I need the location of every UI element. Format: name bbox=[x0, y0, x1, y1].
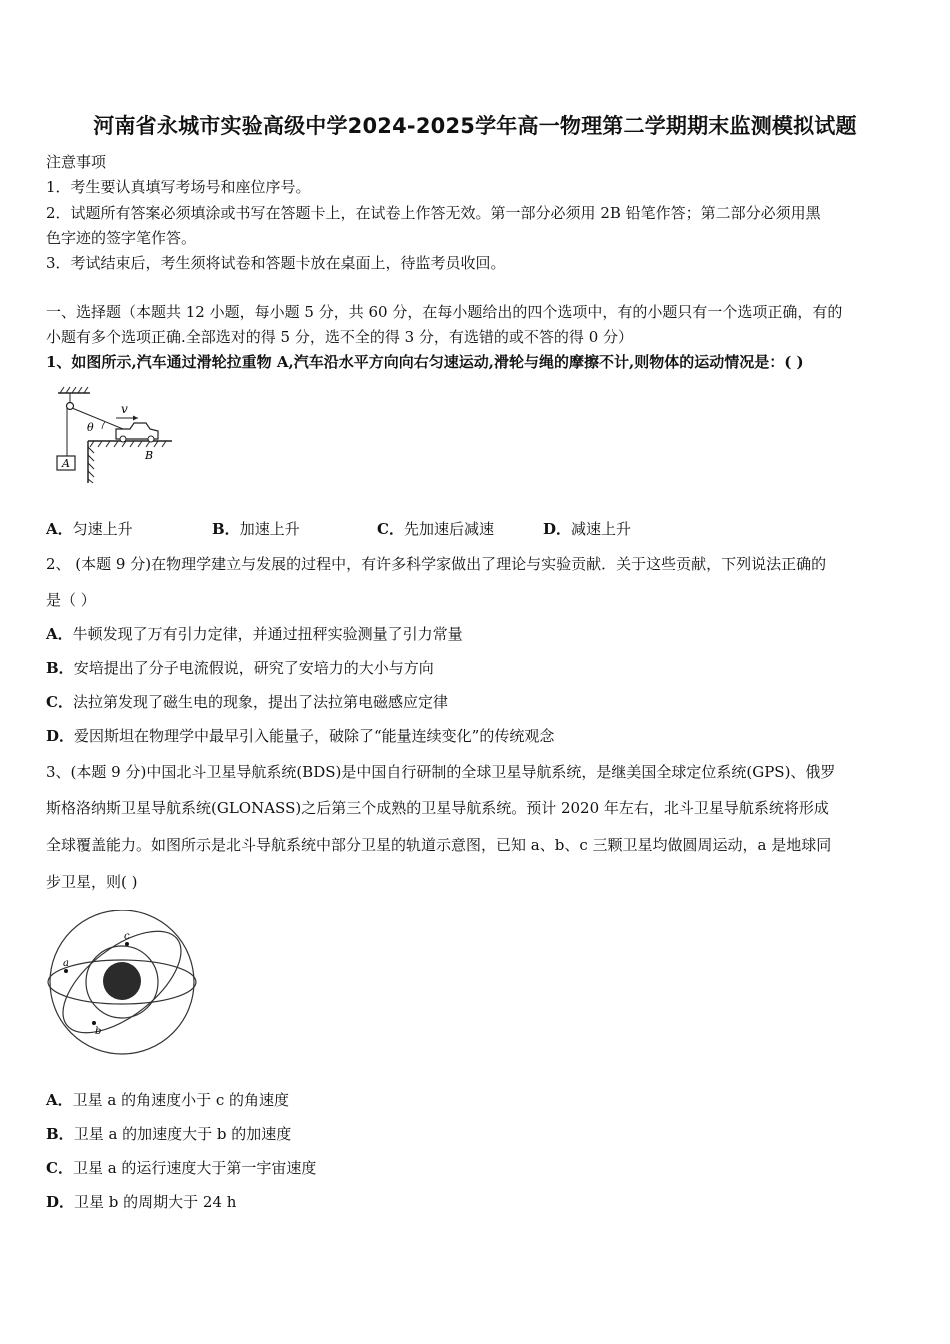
car-wheel-rear bbox=[120, 436, 126, 442]
earth bbox=[103, 962, 141, 1000]
notice-heading: 注意事项 bbox=[46, 153, 107, 171]
section-heading-line2: 小题有多个选项正确.全部选对的得 5 分，选不全的得 3 分，有选错的或不答的得 0 分） bbox=[46, 328, 634, 346]
q3-figure bbox=[44, 910, 204, 1056]
rope-slanted bbox=[72, 408, 128, 431]
q2-stem-line2: 是（ ） bbox=[46, 591, 96, 609]
q1-option-b: B．加速上升 bbox=[212, 520, 300, 538]
ground-hatch bbox=[88, 441, 166, 483]
notice-item-3: 3．考试结束后，考生须将试卷和答题卡放在桌面上，待监考员收回。 bbox=[46, 254, 506, 272]
point-label: B bbox=[145, 449, 154, 462]
q2-stem-line1: 2、 (本题 9 分)在物理学建立与发展的过程中，有许多科学家做出了理论与实验贡献．关于这些贡献，下列说法正确的 bbox=[46, 555, 827, 573]
car-wheel-front bbox=[148, 436, 154, 442]
q1-option-c: C．先加速后减速 bbox=[377, 520, 494, 538]
velocity-label: v bbox=[121, 402, 128, 416]
q2-option-c: C．法拉第发现了磁生电的现象，提出了法拉第电磁感应定律 bbox=[46, 693, 448, 711]
angle-label: θ bbox=[87, 421, 94, 434]
q3-stem-line1: 3、(本题 9 分)中国北斗卫星导航系统(BDS)是中国自行研制的全球卫星导航系统，是继美国全球定位系统(GPS)、俄罗 bbox=[46, 763, 836, 781]
q2-option-a: A．牛顿发现了万有引力定律，并通过扭秤实验测量了引力常量 bbox=[46, 625, 463, 643]
ceiling-hatch bbox=[60, 387, 88, 393]
satellite-a bbox=[64, 969, 68, 973]
notice-item-1: 1．考生要认真填写考场号和座位序号。 bbox=[46, 178, 311, 196]
satellite-c bbox=[125, 942, 129, 946]
q3-option-c: C．卫星 a 的运行速度大于第一宇宙速度 bbox=[46, 1159, 317, 1177]
block-label: A bbox=[62, 457, 70, 470]
q3-option-a: A．卫星 a 的角速度小于 c 的角速度 bbox=[46, 1091, 290, 1109]
angle-arc bbox=[102, 422, 105, 429]
q1-option-d: D．减速上升 bbox=[543, 520, 632, 538]
q2-option-b: B．安培提出了分子电流假说，研究了安培力的大小与方向 bbox=[46, 659, 434, 677]
velocity-arrow-head bbox=[133, 416, 138, 421]
q3-option-b: B．卫星 a 的加速度大于 b 的加速度 bbox=[46, 1125, 292, 1143]
page-title: 河南省永城市实验高级中学2024-2025学年高一物理第二学期期末监测模拟试题 bbox=[93, 114, 857, 138]
q2-option-d: D．爱因斯坦在物理学中最早引入能量子，破除了“能量连续变化”的传统观念 bbox=[46, 727, 555, 745]
q3-stem-line2: 斯格洛纳斯卫星导航系统(GLONASS)之后第三个成熟的卫星导航系统。预计 2020 年左右，北斗卫星导航系统将形成 bbox=[46, 799, 829, 817]
q1-option-a: A．匀速上升 bbox=[46, 520, 133, 538]
q1-figure bbox=[50, 385, 180, 495]
notice-item-2-cont: 色字迹的签字笔作答。 bbox=[46, 229, 197, 247]
satellite-b bbox=[92, 1021, 96, 1025]
satellite-a-label: a bbox=[63, 958, 69, 969]
q1-stem: 1、如图所示,汽车通过滑轮拉重物 A,汽车沿水平方向向右匀速运动,滑轮与绳的摩擦不计,则物体的运动情况是：( ) bbox=[46, 353, 804, 371]
satellite-c-label: c bbox=[124, 931, 130, 942]
notice-item-2: 2．试题所有答案必须填涂或书写在答题卡上，在试卷上作答无效。第一部分必须用 2B 铅笔作答；第二部分必须用黑 bbox=[46, 204, 821, 222]
q3-stem-line3: 全球覆盖能力。如图所示是北斗导航系统中部分卫星的轨道示意图，已知 a、b、c 三颗卫星均做圆周运动，a 是地球同 bbox=[46, 836, 832, 854]
q3-stem-line4: 步卫星，则( ) bbox=[46, 873, 138, 891]
satellite-b-label: b bbox=[95, 1026, 102, 1037]
q3-option-d: D．卫星 b 的周期大于 24 h bbox=[46, 1193, 237, 1211]
section-heading-line1: 一、选择题（本题共 12 小题，每小题 5 分，共 60 分，在每小题给出的四个选项中，有的小题只有一个选项正确，有的 bbox=[46, 303, 843, 321]
